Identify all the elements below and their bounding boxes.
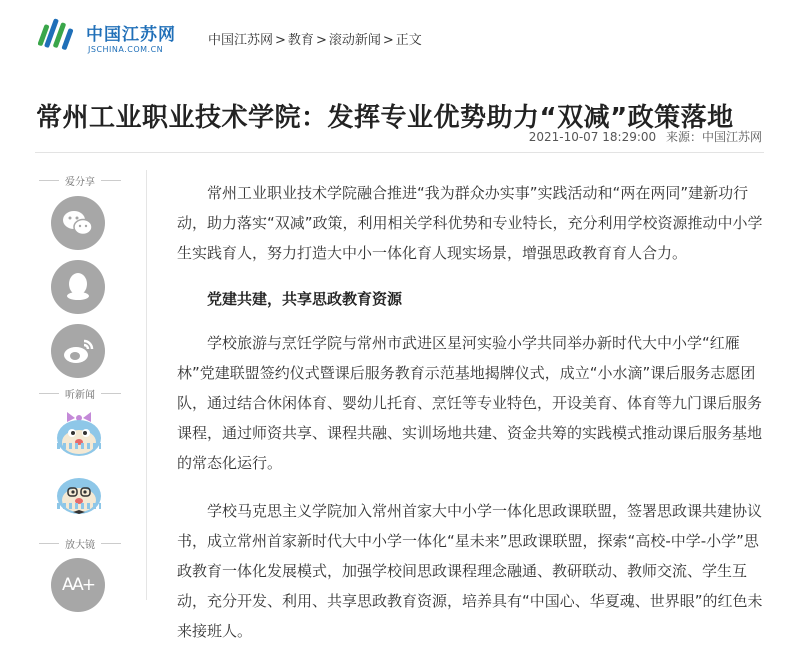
weibo-icon <box>51 324 105 378</box>
qq-share-button[interactable] <box>51 260 105 314</box>
article-title: 常州工业职业技术学院：发挥专业优势助力“双减”政策落地 <box>36 103 734 134</box>
article-body <box>177 178 772 646</box>
article-paragraph: 学校旅游与烹饪学院与常州市武进区星河实验小学共同举办新时代大中小学“红雁林”党建联盟签约仪式暨课后服务教育示范基地揭牌仪式，成立“小水滴”课后服务志愿团队，通过结合休闲体育、婴幼儿托育、烹饪等专业特色，开设美育、体育等九门课后服务课程，通过师资共享、课程共融、实训场地共建、资金共筹的实践模式推动课后服务基地的常态化运行。 <box>177 334 763 472</box>
article-paragraph: 常州工业职业技术学院融合推进“我为群众办实事”实践活动和“两在两同”建新功行动，助力落实“双减”政策，利用相关学科优势和专业特长，充分利用学校资源推动中小学生实践育人，努力打造大中小一体化育人现实场景，增强思政教育育人合力。 <box>177 184 763 262</box>
font-size-icon: AA+ <box>62 575 94 595</box>
breadcrumb-separator: > <box>275 33 286 48</box>
breadcrumb-rolling-news[interactable]: 滚动新闻 <box>328 33 381 48</box>
site-header <box>0 0 799 72</box>
breadcrumb <box>208 29 422 48</box>
article-paragraph: 学校马克思主义学院加入常州首家大中小学一体化思政课联盟，签署思政课共建协议书，成立常州首家新时代大中小学一体化“星未来”思政课联盟，探索“高校-中学-小学”思政教育一体化发展模式，加强学校间思政课程理念融通、教研联动、教师交流、学生互动，充分开发、利用、共享思政教育资源，培养具有“中国心、华夏魂、世界眼”的红色未来接班人。 <box>177 502 763 640</box>
breadcrumb-education[interactable]: 教育 <box>287 33 314 48</box>
article-meta <box>523 128 762 145</box>
sidebar-divider <box>146 170 147 600</box>
font-size-button[interactable] <box>51 558 105 612</box>
female-voice-button[interactable] <box>49 406 109 462</box>
breadcrumb-current: 正文 <box>395 33 422 48</box>
female-voice-avatar <box>49 406 109 462</box>
logo-text: 中国江苏网 <box>86 25 176 45</box>
qq-icon <box>51 260 105 314</box>
logo-domain: JSCHINA.COM.CN <box>88 45 164 54</box>
logo-mark-icon <box>38 14 78 58</box>
breadcrumb-separator: > <box>382 33 394 48</box>
male-voice-button[interactable] <box>49 468 109 524</box>
site-logo[interactable] <box>38 14 178 58</box>
article-datetime: 2021-10-07 18:29:00 <box>528 130 657 144</box>
article-source: 来源：中国江苏网 <box>665 130 762 144</box>
share-label: 爱分享 <box>35 173 125 188</box>
title-divider <box>35 152 764 153</box>
weibo-share-button[interactable] <box>51 324 105 378</box>
breadcrumb-home[interactable]: 中国江苏网 <box>208 33 274 48</box>
breadcrumb-separator: > <box>315 33 327 48</box>
male-voice-avatar <box>49 468 109 524</box>
wechat-icon <box>51 196 105 250</box>
listen-label: 听新闻 <box>35 386 125 401</box>
zoom-label: 放大镜 <box>35 536 125 551</box>
wechat-share-button[interactable] <box>51 196 105 250</box>
article-subheading: 党建共建，共享思政教育资源 <box>207 290 403 308</box>
